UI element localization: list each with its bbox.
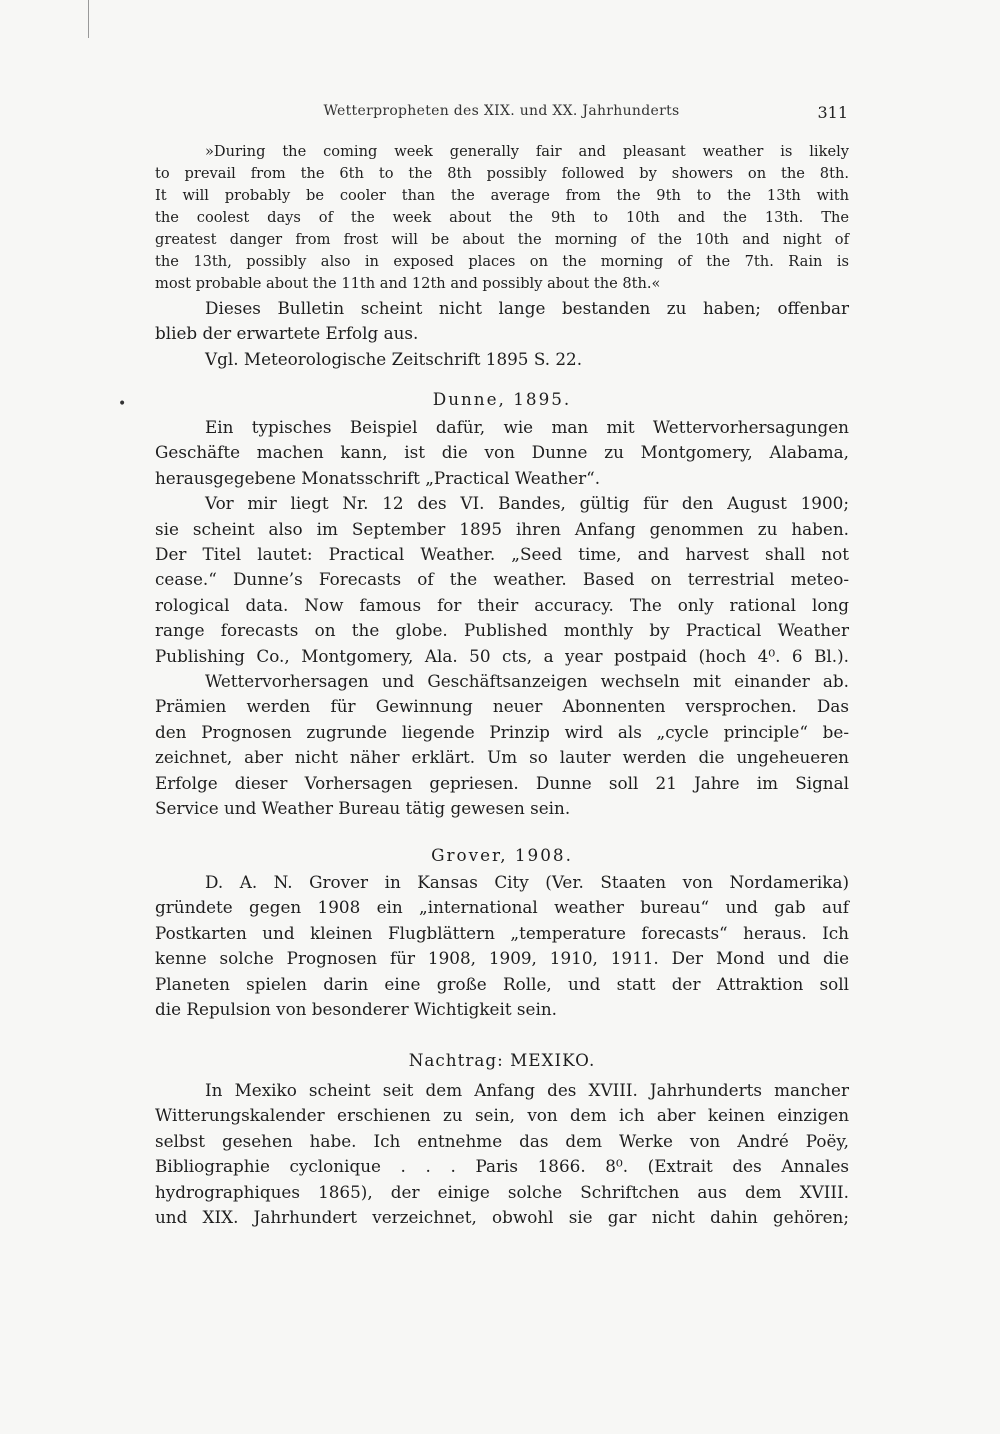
text-line: herausgegebene Monatsschrift „Practical Weather“. [155,467,601,488]
text-line: hydrographiques 1865), der einige solche Schriftchen aus dem XVIII. [155,1181,849,1202]
section-body-dunne [155,415,849,822]
text-line: zeichnet, aber nicht näher erklärt. Um so lauter werden die ungeheueren [155,747,849,768]
quote-line: the coolest days of the week about the 9th to 10th and the 13th. The [155,209,849,226]
text-line: Witterungskalender erschienen zu sein, von dem ich aber keinen einzigen [155,1105,849,1126]
margin-line [88,0,89,38]
text-line: Planeten spielen darin eine große Rolle, und statt der Attraktion soll [155,973,849,994]
quote-line: greatest danger from frost will be about the morning of the 10th and night of [155,231,849,248]
quote-line: to prevail from the 6th to the 8th possibly followed by showers on the 8th. [155,165,849,182]
text-line: cease.“ Dunne’s Forecasts of the weather. Based on terrestrial meteo- [155,569,849,590]
running-title: Wetterpropheten des XIX. und XX. Jahrhunderts [323,103,680,119]
text-line: kenne solche Prognosen für 1908, 1909, 1910, 1911. Der Mond und die [155,948,849,969]
section-heading-dunne: Dunne, 1895. [432,389,572,409]
text-line: Service und Weather Bureau tätig gewesen sein. [155,798,571,819]
quote-line: the 13th, possibly also in exposed places on the morning of the 7th. Rain is [155,253,849,270]
reference-line: Vgl. Meteorologische Zeitschrift 1895 S. 22. [205,348,583,369]
bulletin-comment [155,296,849,372]
text-line: Bibliographie cyclonique . . . Paris 1866. 8⁰. (Extrait des Annales [155,1156,849,1177]
text-line: selbst gesehen habe. Ich entnehme das dem Werke von André Poëy, [155,1130,849,1151]
quote-line: »During the coming week generally fair and pleasant weather is likely [205,143,849,160]
text-line: rological data. Now famous for their accuracy. The only rational long [155,594,849,615]
text-line: den Prognosen zugrunde liegende Prinzip wird als „cycle principle“ be- [155,721,849,742]
text-line: Publishing Co., Montgomery, Ala. 50 cts, a year postpaid (hoch 4⁰. 6 Bl.). [155,645,849,666]
text-line: und XIX. Jahrhundert verzeichnet, obwohl sie gar nicht dahin gehören; [155,1207,849,1228]
text-line: blieb der erwartete Erfolg aus. [155,323,419,344]
quote-line: most probable about the 11th and 12th and possibly about the 8th.« [155,275,661,292]
weather-bulletin-quote [155,141,849,295]
text-line: sie scheint also im September 1895 ihren Anfang genommen zu haben. [155,518,849,539]
text-line: Postkarten und kleinen Flugblättern „temperature forecasts“ heraus. Ich [155,922,849,943]
text-line: Vor mir liegt Nr. 12 des VI. Bandes, gültig für den August 1900; [205,493,849,514]
section-body-nachtrag [155,1078,849,1230]
text-line: D. A. N. Grover in Kansas City (Ver. Staaten von Nordamerika) [205,872,849,892]
text-line: Ein typisches Beispiel dafür, wie man mit Wettervorhersagungen [205,417,849,437]
section-heading-nachtrag: Nachtrag: MEXIKO. [408,1050,596,1070]
text-line: die Repulsion von besonderer Wichtigkeit sein. [155,999,557,1020]
running-header [155,103,848,129]
text-line: gründete gegen 1908 ein „international weather bureau“ und gab auf [155,897,849,918]
text-line: Prämien werden für Gewinnung neuer Abonnenten versprochen. Das [155,696,849,717]
text-line: Erfolge dieser Vorhersagen gepriesen. Dunne soll 21 Jahre im Signal [155,772,849,793]
text-line: Wettervorhersagen und Geschäftsanzeigen wechseln mit einander ab. [205,671,849,692]
page-number: 311 [817,103,848,122]
text-line: Der Titel lautet: Practical Weather. „Seed time, and harvest shall not [155,544,849,565]
text-line: range forecasts on the globe. Published monthly by Practical Weather [155,620,849,641]
margin-dot: • [118,396,127,412]
text-line: In Mexiko scheint seit dem Anfang des XVIII. Jahrhunderts mancher [205,1080,849,1100]
quote-line: It will probably be cooler than the average from the 9th to the 13th with [155,187,849,204]
text-line: Geschäfte machen kann, ist die von Dunne zu Montgomery, Alabama, [155,442,849,463]
section-heading-grover: Grover, 1908. [431,845,573,865]
section-body-grover [155,870,849,1022]
text-line: Dieses Bulletin scheint nicht lange bestanden zu haben; offenbar [205,298,849,318]
